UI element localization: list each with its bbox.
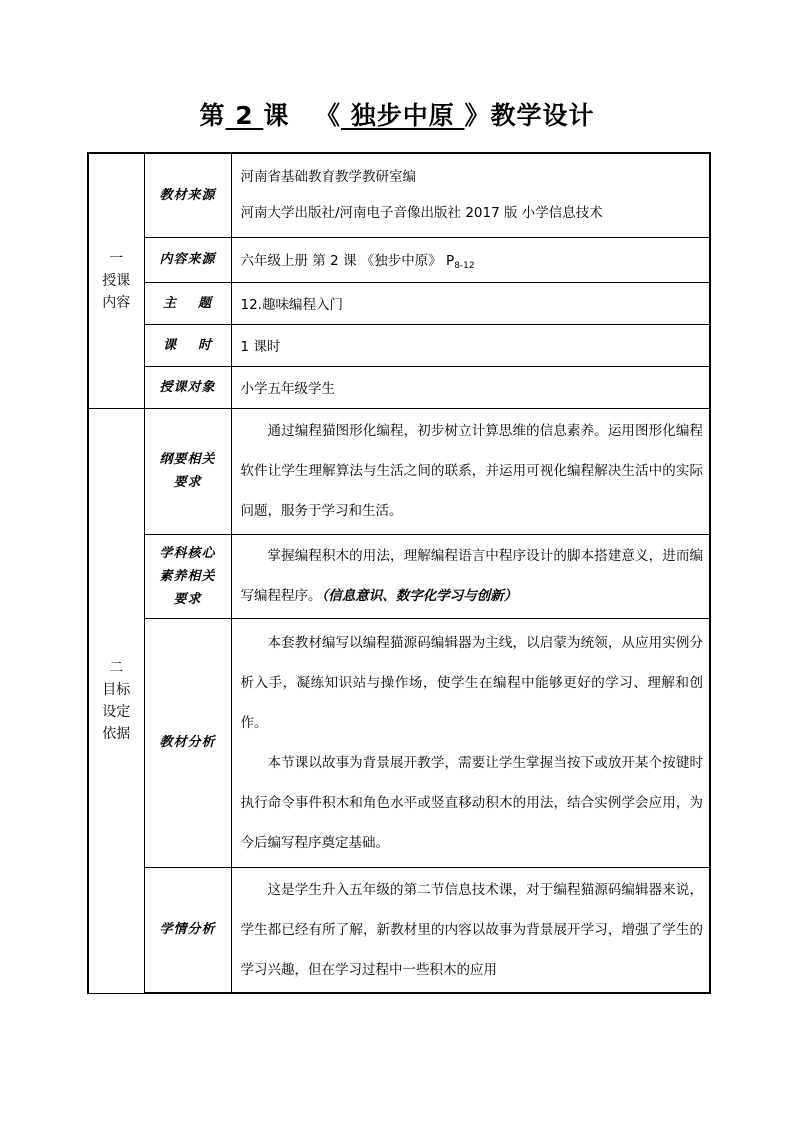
core-literacy-paragraph <box>241 536 704 616</box>
row-textbook-analysis <box>88 618 710 867</box>
outline-requirements-label <box>144 408 231 534</box>
row-class-hours <box>88 324 710 366</box>
row-learner-analysis <box>88 867 710 993</box>
section-1-label <box>88 153 144 408</box>
core-literacy-text: 掌握编程积木的用法，理解编程语言中程序设计的脚本搭建意义，进而编写编程程序。 <box>240 548 703 604</box>
title-close-bracket: 》教学设计 <box>464 101 595 130</box>
topic-value: 12.趣味编程入门 <box>231 282 710 324</box>
section-1-label-line2: 内容 <box>102 294 131 311</box>
section-1-label-line1: 授课 <box>102 272 131 289</box>
class-hours-value: 1 课时 <box>231 324 710 366</box>
content-source-pages: 8-12 <box>454 260 475 271</box>
target-students-label: 授课对象 <box>144 366 231 408</box>
class-hours-label-char1: 课 <box>162 337 198 353</box>
textbook-analysis-value <box>231 618 710 867</box>
learner-analysis-text: 这是学生升入五年级的第二节信息技术课，对于编程猫源码编辑器来说，学生都已经有所了解，新教材里的内容以故事为背景展开学习，增强了学生的学习兴趣，但在学习过程中一些积木的应用 <box>240 881 703 978</box>
textbook-source-label: 教材来源 <box>144 153 231 237</box>
core-label-line3: 要求 <box>173 591 202 607</box>
outline-requirements-text: 通过编程猫图形化编程，初步树立计算思维的信息素养。运用图形化编程软件让学生理解算法与生活之间的联系，并运用可视化编程解决生活中的实际问题，服务于学习和生活。 <box>240 423 703 519</box>
core-label-line1: 学科核心 <box>159 545 216 561</box>
section-2-label-line1: 目标 <box>102 681 131 698</box>
row-core-literacy <box>88 534 710 618</box>
textbook-source-value <box>231 153 710 237</box>
outline-label-line2: 要求 <box>173 475 202 490</box>
title-lesson-word: 课 <box>263 101 300 130</box>
outline-requirements-value <box>231 408 710 534</box>
document-title <box>0 96 794 132</box>
outline-label-line1: 纲要相关 <box>159 452 216 467</box>
title-lesson-name: 独步中原 <box>341 101 465 130</box>
title-open-bracket: 《 <box>315 101 342 130</box>
row-outline-requirements <box>88 408 710 534</box>
learner-analysis-value <box>231 867 710 993</box>
title-prefix: 第 <box>199 101 226 130</box>
learner-analysis-label: 学情分析 <box>144 867 231 993</box>
section-2-label-line3: 依据 <box>102 725 131 742</box>
core-label-line2: 素养相关 <box>159 568 216 584</box>
row-topic <box>88 282 710 324</box>
topic-label-char2: 题 <box>198 295 213 311</box>
class-hours-label-char2: 时 <box>198 337 213 353</box>
class-hours-label <box>144 324 231 366</box>
content-source-text: 六年级上册 第 2 课 《独步中原》 P <box>240 252 455 269</box>
core-literacy-value <box>231 534 710 618</box>
core-literacy-emphasis: （信息意识、数字化学习与创新） <box>321 588 518 604</box>
lesson-plan-table <box>87 152 711 994</box>
row-target-students <box>88 366 710 408</box>
core-literacy-label <box>144 534 231 618</box>
target-students-value: 小学五年级学生 <box>231 366 710 408</box>
textbook-analysis-para1: 本套教材编写以编程猫源码编辑器为主线，以启蒙为统领，从应用实例分析入手，凝练知识站与操作场，使学生在编程中能够更好的学习、理解和创作。 <box>240 634 703 731</box>
textbook-analysis-para2: 本节课以故事为背景展开教学，需要让学生掌握当按下或放开某个按键时执行命令事件积木和角色水平或竖直移动积木的用法，结合实例学会应用，为今后编写程序奠定基础。 <box>240 754 703 851</box>
textbook-source-line2: 河南大学出版社/河南电子音像出版社 2017 版 小学信息技术 <box>240 205 603 222</box>
textbook-analysis-label: 教材分析 <box>144 618 231 867</box>
section-2-label <box>88 408 144 993</box>
row-content-source <box>88 237 710 282</box>
textbook-source-line1: 河南省基础教育教学教研室编 <box>240 169 416 186</box>
content-source-label: 内容来源 <box>144 237 231 282</box>
topic-label-char1: 主 <box>162 295 198 311</box>
section-2-label-line2: 设定 <box>102 703 131 720</box>
topic-label <box>144 282 231 324</box>
row-textbook-source <box>88 153 710 237</box>
title-lesson-number: 2 <box>225 101 264 130</box>
content-source-value <box>231 237 710 282</box>
section-1-number: 一 <box>109 250 124 267</box>
section-2-number: 二 <box>109 659 124 676</box>
